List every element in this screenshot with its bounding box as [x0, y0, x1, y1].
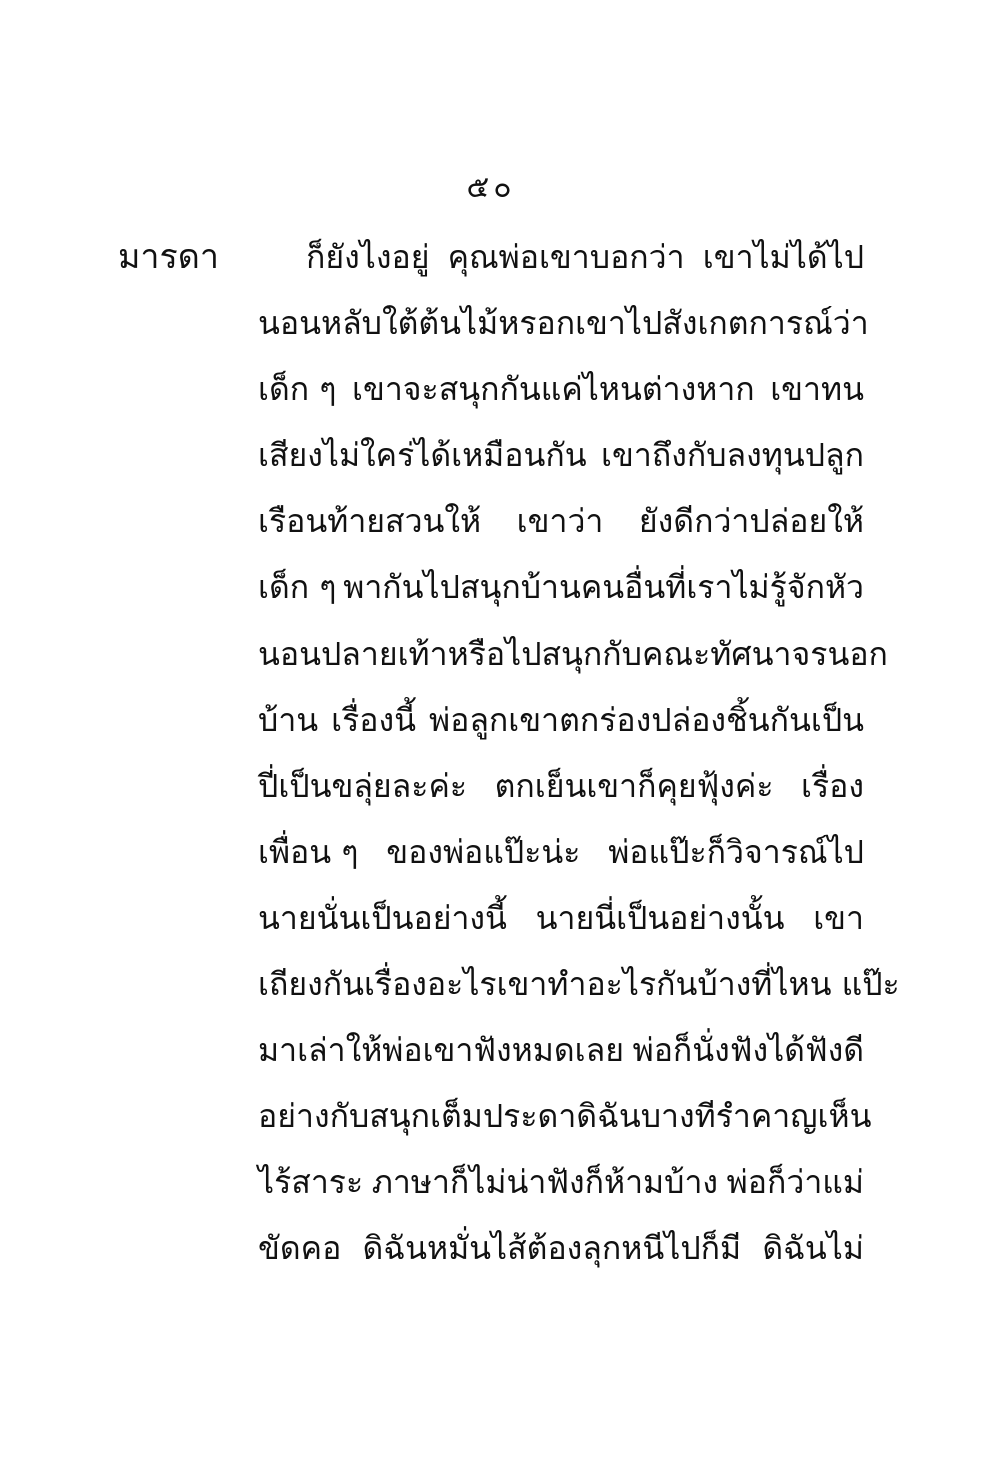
text-line [258, 562, 864, 628]
text-segment: นอนปลายเท้าหรือไปสนุกกับคณะทัศนาจรนอก [258, 634, 888, 673]
text-segment: นายนั่นเป็นอย่างนี้ [258, 898, 507, 937]
text-segment: นายนี่เป็นอย่างนั้น [535, 898, 785, 937]
text-segment: เขา [813, 898, 864, 937]
text-segment: ขัดคอ [258, 1229, 342, 1268]
text-segment: เขาไม่ได้ไป [702, 238, 864, 276]
text-segment: ตกเย็นเขาก็คุยฟุ้งค่ะ [494, 766, 774, 805]
text-segment: พ่อลูกเขาตกร่องปล่องชิ้นกันเป็น [429, 700, 864, 739]
text-segment: ไร้สาระ [258, 1163, 364, 1202]
text-segment: เขาทน [770, 370, 864, 409]
text-segment: เขาถึงกับลงทุนปลูก [601, 436, 864, 475]
text-segment: เรื่อง [801, 766, 864, 805]
text-segment: เขาว่า [516, 502, 604, 541]
text-line [258, 364, 864, 430]
text-segment: ภาษาก็ไม่น่าฟังก็ห้ามบ้าง [371, 1163, 719, 1202]
text-segment: พ่อก็นั่งฟังได้ฟังดี [632, 1031, 864, 1070]
text-line [258, 1157, 864, 1223]
text-segment: บ้าน [258, 700, 319, 739]
text-line [258, 1025, 864, 1091]
text-segment: ก็ยังไงอยู่ [306, 238, 430, 276]
text-segment: เด็ก ๆ [258, 370, 337, 409]
text-segment: ยังดีกว่าปล่อยให้ [638, 502, 864, 541]
text-segment: นอนหลับใต้ต้นไม้หรอก [258, 304, 576, 343]
text-segment: ของพ่อแป๊ะน่ะ [386, 832, 581, 871]
text-segment: พากันไปสนุกบ้านคนอื่นที่เราไม่รู้จักหัว [343, 568, 864, 607]
text-segment: มาเล่าให้พ่อเขาฟังหมดเลย [258, 1031, 624, 1070]
text-segment: เรือนท้ายสวนให้ [258, 502, 482, 541]
dialogue-block [258, 232, 900, 1290]
text-segment: ปี่เป็นขลุ่ยละค่ะ [258, 766, 468, 805]
text-segment: เพื่อน ๆ [258, 832, 359, 871]
text-segment: พ่อก็ว่าแม่ [726, 1163, 864, 1202]
text-segment: เขาจะสนุกกันแค่ไหนต่างหาก [352, 370, 755, 409]
text-segment: เขาไปสังเกตการณ์ว่า [575, 304, 869, 343]
text-line [258, 1223, 864, 1289]
text-line [258, 298, 869, 364]
text-segment: เรื่องนี้ [331, 700, 416, 739]
text-segment: เถียงกันเรื่องอะไรเขาทำอะไรกันบ้างที่ไหน แป๊ะ [258, 965, 900, 1004]
text-line [258, 496, 864, 562]
text-segment: เด็ก ๆ [258, 568, 337, 607]
text-line [258, 232, 864, 298]
text-segment: เสียงไม่ใคร่ได้เหมือนกัน [258, 436, 587, 475]
text-line [258, 1091, 872, 1157]
page-number: ๕๐ [466, 170, 516, 205]
speaker-name: มารดา [118, 237, 219, 277]
text-line [258, 893, 864, 959]
text-line [258, 761, 864, 827]
text-segment: ดิฉันหมั่นไส้ต้องลุกหนีไปก็มี [362, 1229, 742, 1268]
text-segment: ดิฉันบางทีรำคาญเห็น [576, 1097, 872, 1136]
text-line [258, 959, 900, 1025]
text-line [258, 827, 864, 893]
text-segment: อย่างกับสนุกเต็มประดา [258, 1097, 577, 1136]
text-segment: คุณพ่อเขาบอกว่า [447, 238, 685, 276]
text-segment: ดิฉันไม่ [762, 1229, 864, 1268]
text-line [258, 430, 864, 496]
text-line [258, 629, 888, 695]
text-segment: พ่อแป๊ะก็วิจารณ์ไป [608, 832, 864, 871]
text-line [258, 695, 864, 761]
